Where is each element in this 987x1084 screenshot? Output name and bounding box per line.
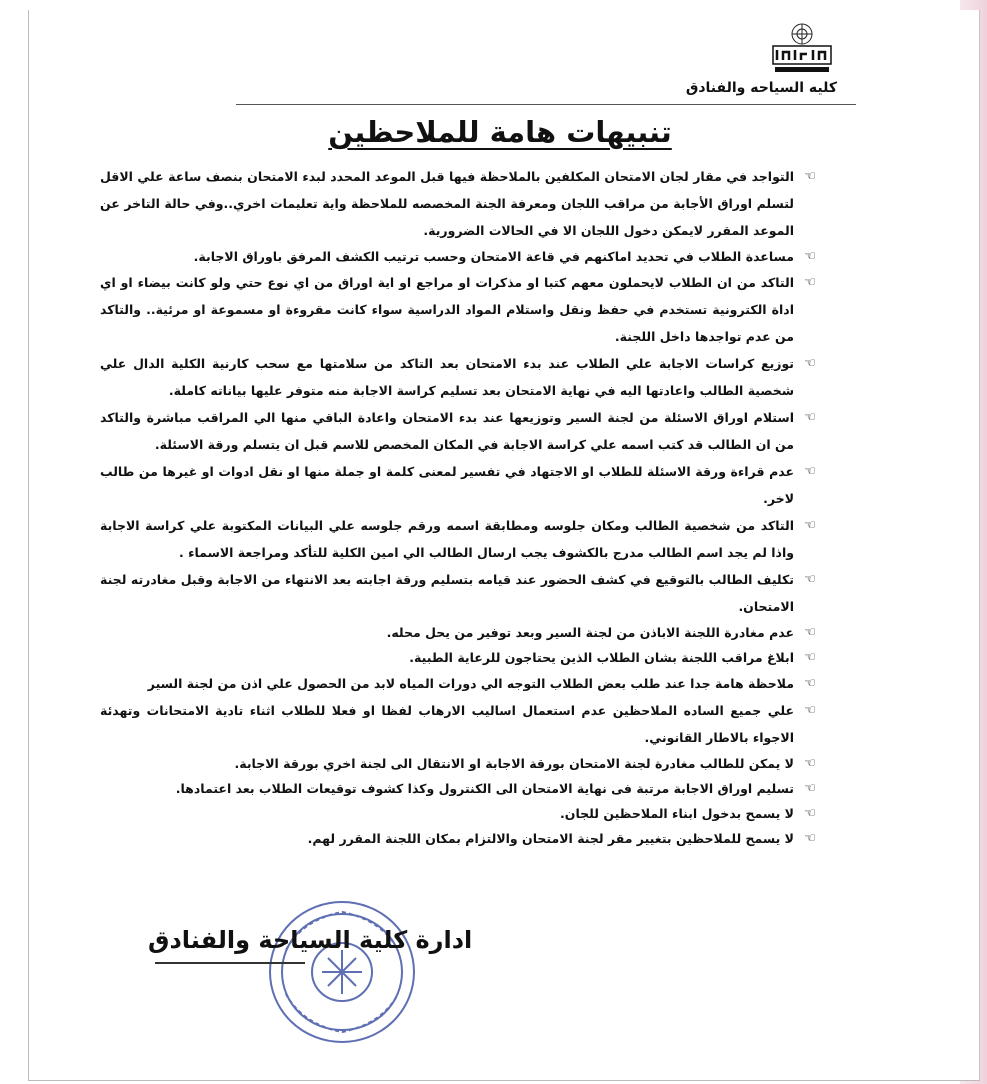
hand-pointer-icon: ☜ <box>804 831 816 846</box>
instruction-text: لا يسمح بدخول ابناء الملاحظين للجان. <box>560 806 794 821</box>
instruction-text: التاكد من شخصية الطالب ومكان جلوسه ومطابقة اسمه ورقم جلوسه علي البيانات المكتوبة علي كراسة الاجابة واذا لم يجد اسم الطالب مدرج بالكشوف يجب ارسال الطالب الي امين الكلية للتأكد ومراجعة الاسماء . <box>100 518 794 560</box>
header-divider <box>236 104 856 105</box>
header <box>685 20 837 96</box>
hand-pointer-icon: ☜ <box>804 275 816 290</box>
college-name: كليه السياحه والفنادق <box>685 80 837 96</box>
instruction-text: التواجد في مقار لجان الامتحان المكلفين بالملاحظة فيها قبل الموعد المحدد لبدء الامتحان بنصف ساعة علي الاقل لتسلم اوراق الأجابة من مراقب اللجان ومعرفة الجنة المخصصه للملاحظة واية تعليمات اخري..وفي حالة التاخر عن الموعد المقرر لايمكن دخول اللجان الا في الحالات الضرورية. <box>100 169 794 238</box>
instruction-text: ابلاغ مراقب اللجنة بشان الطلاب الذين يحتاجون للرعاية الطبية. <box>409 650 794 665</box>
instruction-text: تكليف الطالب بالتوقيع في كشف الحضور عند قيامه بتسليم ورقة اجابته بعد الانتهاء من الاجابة وقبل مغادرته لجنة الامتحان. <box>100 572 794 614</box>
signature-text: ادارة كلية السياحة والفنادق <box>148 926 473 954</box>
instruction-text: علي جميع الساده الملاحظين عدم استعمال اساليب الارهاب لفظا او فعلا للطلاب اثناء تادية الامتحانات وتهدئة الاجواء بالاطار القانوني. <box>100 703 794 745</box>
signature-underline <box>155 962 305 964</box>
instruction-item <box>100 244 820 269</box>
hand-pointer-icon: ☜ <box>804 703 816 718</box>
instruction-text: تسليم اوراق الاجابة مرتبة فى نهاية الامتحان الى الكنترول وكذا كشوف توقيعات الطلاب بعد اعتمادها. <box>175 781 794 796</box>
hand-pointer-icon: ☜ <box>804 572 816 587</box>
hand-pointer-icon: ☜ <box>804 169 816 184</box>
instruction-item <box>100 458 820 512</box>
instruction-item <box>100 776 820 801</box>
hand-pointer-icon: ☜ <box>804 464 816 479</box>
instruction-text: عدم مغادرة اللجنة الاباذن من لجنة السير وبعد توفير من يحل محله. <box>386 625 794 640</box>
instruction-item <box>100 801 820 826</box>
instruction-text: ملاحظة هامة جدا عند طلب بعض الطلاب التوجه الي دورات المياه لابد من الحصول علي اذن من لجنة السير <box>147 676 794 691</box>
instruction-text: التاكد من ان الطلاب لايحملون معهم كتبا او مذكرات او مراجع او اية اوراق من اي نوع حتي ولو كانت بيضاء او اي اداة الكترونية تستخدم في حفظ ونقل واستلام المواد الدراسية سواء كانت مقروءة او مسموعة او مرئية.. والتاكد من عدم تواجدها داخل اللجنة. <box>100 275 794 344</box>
instruction-item <box>100 163 820 244</box>
instruction-text: مساعدة الطلاب في تحديد اماكنهم في قاعة الامتحان وحسب ترتيب الكشف المرفق باوراق الاجابة. <box>193 249 794 264</box>
instruction-text: لا يمكن للطالب مغادرة لجنة الامتحان بورقة الاجابة او الانتقال الى لجنة اخري بورقة الاجابة. <box>234 756 794 771</box>
instruction-item <box>100 697 820 751</box>
instruction-item <box>100 826 820 851</box>
instruction-item <box>100 645 820 670</box>
instruction-item <box>100 269 820 350</box>
hand-pointer-icon: ☜ <box>804 650 816 665</box>
instruction-item <box>100 751 820 776</box>
hand-pointer-icon: ☜ <box>804 410 816 425</box>
instruction-text: عدم قراءة ورقة الاسئلة للطلاب او الاجتهاد في تفسير لمعنى كلمة او جملة منها او نقل ادوات او غيرها من طالب لاخر. <box>100 464 794 506</box>
hand-pointer-icon: ☜ <box>804 249 816 264</box>
hand-pointer-icon: ☜ <box>804 676 816 691</box>
instruction-item <box>100 350 820 404</box>
instruction-item <box>100 670 820 697</box>
hand-pointer-icon: ☜ <box>804 625 816 640</box>
instruction-item <box>100 512 820 566</box>
hand-pointer-icon: ☜ <box>804 356 816 371</box>
official-seal-stamp <box>262 890 422 1050</box>
instruction-item <box>100 566 820 620</box>
hand-pointer-icon: ☜ <box>804 806 816 821</box>
instruction-text: توزيع كراسات الاجابة علي الطلاب عند بدء الامتحان بعد التاكد من سلامتها مع سحب كارنية الكلية الدال علي شخصية الطالب واعادتها اليه في نهاية الامتحان بعد تسليم كراسة الاجابة منه متوفر عليها بياناته كاملة. <box>100 356 794 398</box>
instructions-list <box>100 163 820 851</box>
hand-pointer-icon: ☜ <box>804 756 816 771</box>
hand-pointer-icon: ☜ <box>804 781 816 796</box>
instruction-item <box>100 404 820 458</box>
university-crest-logo <box>767 20 837 78</box>
page-title: تنبيهات هامة للملاحظين <box>328 115 672 149</box>
instruction-text: استلام اوراق الاسئلة من لجنة السير وتوزيعها عند بدء الامتحان واعادة الباقي منها الي المراقب مباشرة والتاكد من ان الطالب قد كتب اسمه علي كراسة الاجابة في المكان المخصص للاسم قبل ان يتسلم ورقة الاسئلة. <box>100 410 794 452</box>
instruction-text: لا يسمح للملاحظين بتغيير مقر لجنة الامتحان والالتزام بمكان اللجنة المقرر لهم. <box>307 831 794 846</box>
hand-pointer-icon: ☜ <box>804 518 816 533</box>
instruction-item <box>100 620 820 645</box>
